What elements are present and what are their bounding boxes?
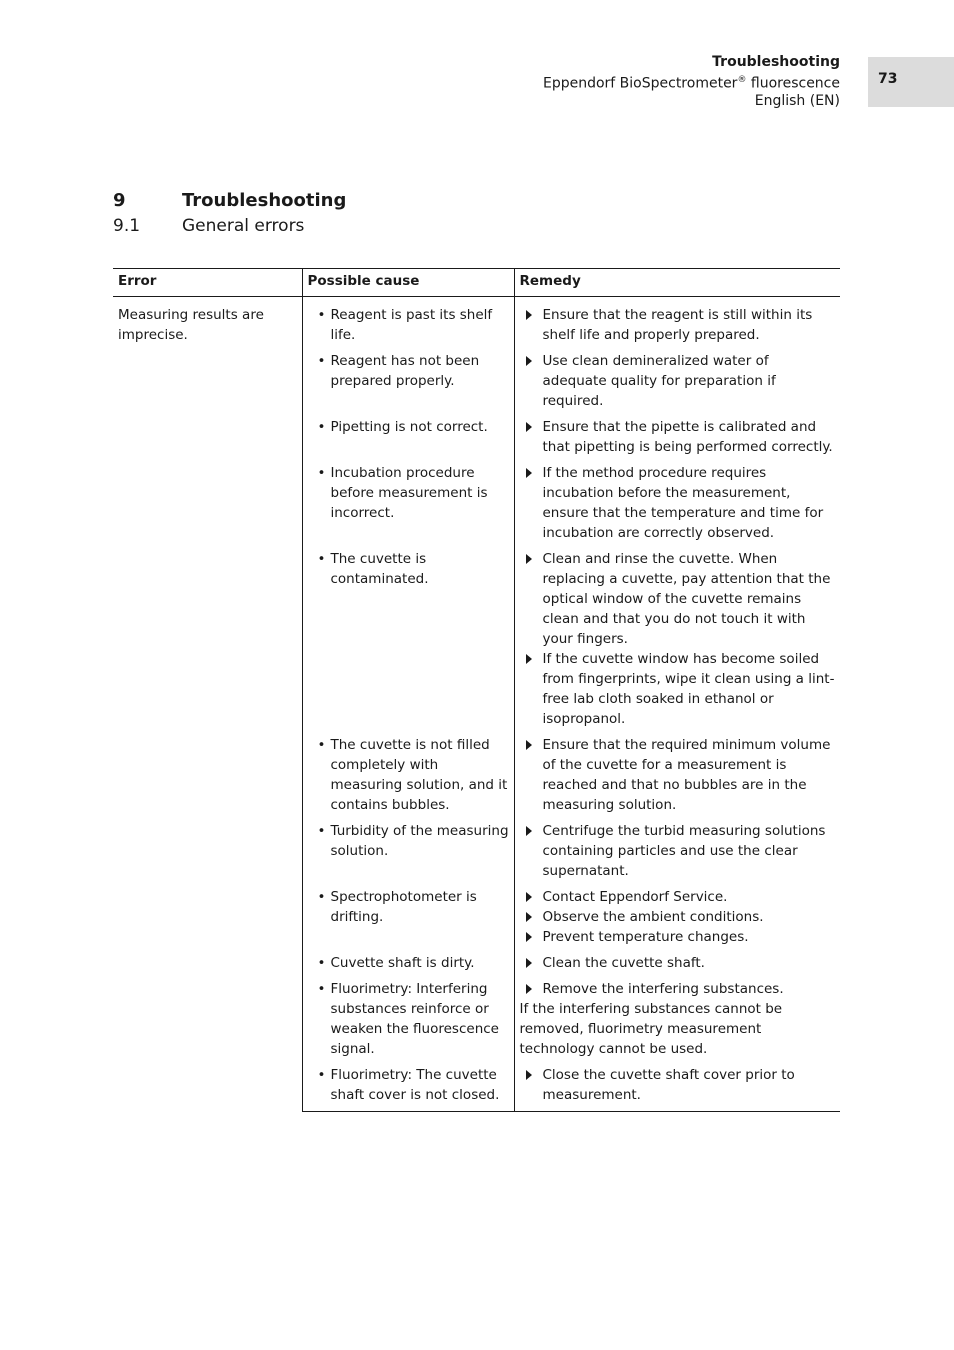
cause-cell	[302, 417, 514, 463]
remedy-step: Ensure that the required minimum volume of the cuvette for a measurement is reached and that no bubbles are in the measuring solution.	[515, 735, 841, 815]
cause-cell	[302, 821, 514, 887]
remedy-step: Close the cuvette shaft cover prior to measurement.	[515, 1065, 841, 1105]
remedy-step: If the cuvette window has become soiled from fingerprints, wipe it clean using a lint-free lab cloth soaked in ethanol or isopropanol.	[515, 649, 841, 729]
col-header-cause: Possible cause	[302, 269, 514, 297]
cause-item: • Fluorimetry: Interfering substances reinforce or weaken the fluorescence signal.	[303, 979, 514, 1059]
remedy-cell	[514, 351, 840, 417]
cause-cell	[302, 549, 514, 735]
remedy-cell	[514, 1065, 840, 1112]
table-header-row	[113, 269, 840, 297]
col-header-error: Error	[113, 269, 302, 297]
section-number: 9.1	[113, 216, 141, 236]
cause-cell	[302, 297, 514, 352]
remedy-step: Ensure that the reagent is still within its shelf life and properly prepared.	[515, 305, 841, 345]
page-number: 73	[878, 71, 898, 87]
cause-item: • Reagent is past its shelf life.	[303, 305, 514, 345]
cause-cell	[302, 463, 514, 549]
cause-cell	[302, 979, 514, 1065]
remedy-cell	[514, 463, 840, 549]
remedy-step: If the method procedure requires incubation before the measurement, ensure that the temperature and time for incubation are correctly observed.	[515, 463, 841, 543]
header-product	[543, 72, 840, 93]
header-chapter: Troubleshooting	[712, 54, 840, 70]
remedy-cell	[514, 549, 840, 735]
remedy-cell	[514, 887, 840, 953]
cause-cell	[302, 887, 514, 953]
remedy-step: Use clean demineralized water of adequate quality for preparation if required.	[515, 351, 841, 411]
section-title: General errors	[182, 216, 305, 236]
remedy-step: Contact Eppendorf Service.	[515, 887, 841, 907]
running-header	[543, 54, 840, 110]
remedy-note: If the interfering substances cannot be removed, fluorimetry measurement technology cannot be used.	[519, 1001, 783, 1057]
cause-item: • The cuvette is not filled completely with measuring solution, and it contains bubbles.	[303, 735, 514, 815]
chapter-heading	[113, 190, 346, 211]
cause-cell	[302, 1065, 514, 1112]
section-heading	[113, 216, 304, 236]
page-number-tab	[868, 57, 954, 107]
cause-item: • Incubation procedure before measurement is incorrect.	[303, 463, 514, 523]
cause-cell	[302, 953, 514, 979]
header-product-suffix: fluorescence	[746, 75, 840, 92]
cause-item: • Spectrophotometer is drifting.	[303, 887, 514, 927]
remedy-cell	[514, 979, 840, 1065]
remedy-step: Clean the cuvette shaft.	[515, 953, 841, 973]
cause-item: • Fluorimetry: The cuvette shaft cover is not closed.	[303, 1065, 514, 1105]
header-product-name: Eppendorf BioSpectrometer	[542, 75, 738, 92]
remedy-step: Ensure that the pipette is calibrated and that pipetting is being performed correctly.	[515, 417, 841, 457]
remedy-cell	[514, 297, 840, 352]
error-cell: Measuring results are imprecise.	[113, 297, 302, 1112]
chapter-title: Troubleshooting	[182, 190, 347, 211]
cause-cell	[302, 351, 514, 417]
cause-item: • Cuvette shaft is dirty.	[303, 953, 514, 973]
cause-item: • Pipetting is not correct.	[303, 417, 514, 437]
col-header-remedy: Remedy	[514, 269, 840, 297]
cause-cell	[302, 735, 514, 821]
remedy-step: Remove the interfering substances.	[515, 979, 841, 999]
cause-item: • Reagent has not been prepared properly.	[303, 351, 514, 391]
registered-mark: ®	[737, 74, 747, 85]
remedy-step: Observe the ambient conditions.	[515, 907, 841, 927]
remedy-cell	[514, 417, 840, 463]
cause-item: • Turbidity of the measuring solution.	[303, 821, 514, 861]
cause-item: • The cuvette is contaminated.	[303, 549, 514, 589]
remedy-step: Centrifuge the turbid measuring solutions containing particles and use the clear supernatant.	[515, 821, 841, 881]
troubleshooting-table	[113, 268, 840, 1112]
header-language: English (EN)	[754, 92, 840, 109]
remedy-cell	[514, 735, 840, 821]
remedy-step: Clean and rinse the cuvette. When replacing a cuvette, pay attention that the optical window of the cuvette remains clean and that you do not touch it with your fingers.	[515, 549, 841, 649]
remedy-cell	[514, 953, 840, 979]
remedy-cell	[514, 821, 840, 887]
chapter-number: 9	[113, 190, 126, 211]
table-row	[113, 297, 840, 352]
remedy-step: Prevent temperature changes.	[515, 927, 841, 947]
